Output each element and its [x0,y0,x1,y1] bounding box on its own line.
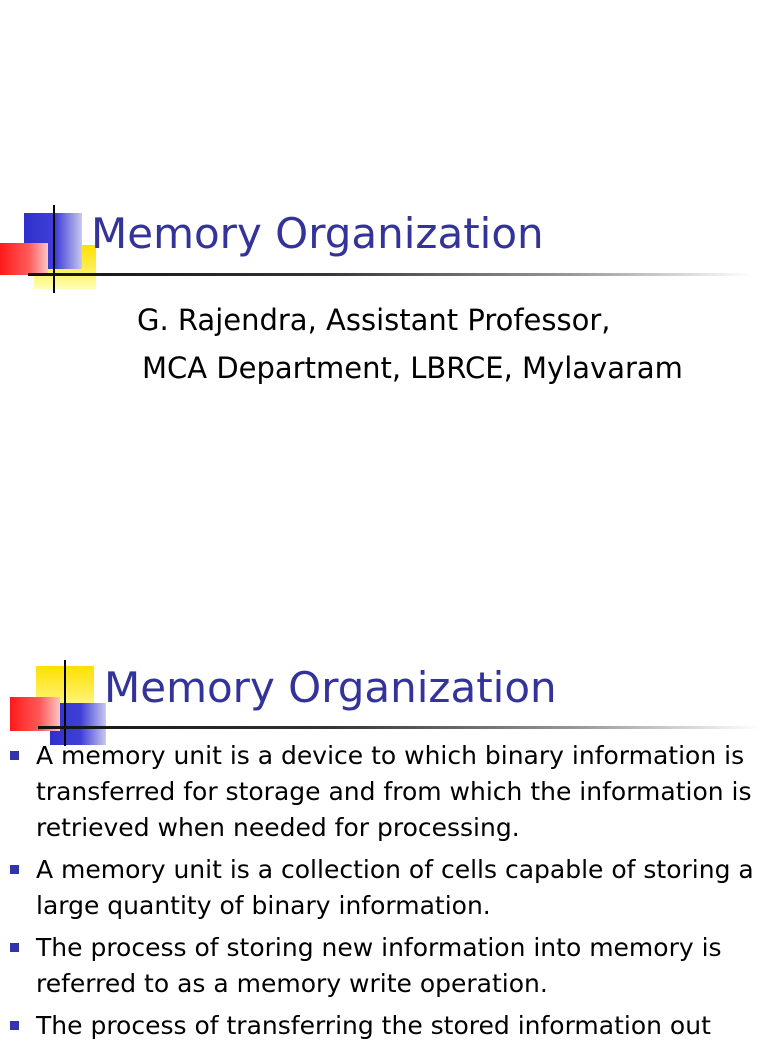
bullet-list [0,738,768,1050]
square-bullet-icon [10,751,19,760]
slide-title: Memory Organization [104,663,557,712]
vertical-line [64,660,66,746]
title-underline [28,273,752,276]
red-square [0,243,48,275]
bullet-item [0,738,768,846]
bullet-item [0,930,768,1002]
title-underline [38,726,760,729]
content-slide [0,640,768,1040]
bullet-text: The process of transferring the stored information out [36,1011,711,1040]
slide-title: Memory Organization [91,209,544,258]
square-bullet-icon [10,1021,19,1030]
square-bullet-icon [10,943,19,952]
bullet-text: The process of storing new information into memory is referred to as a memory write operation. [36,933,722,998]
bullet-item [0,852,768,924]
author-line: G. Rajendra, Assistant Professor, [137,303,611,337]
bullet-item [0,1008,768,1044]
bullet-text: A memory unit is a collection of cells capable of storing a large quantity of binary information. [36,855,754,920]
bullet-text: A memory unit is a device to which binary information is transferred for storage and from which the information is retrieved when needed for processing. [36,741,752,842]
square-bullet-icon [10,865,19,874]
vertical-line [53,205,55,293]
department-line: MCA Department, LBRCE, Mylavaram [142,351,683,385]
